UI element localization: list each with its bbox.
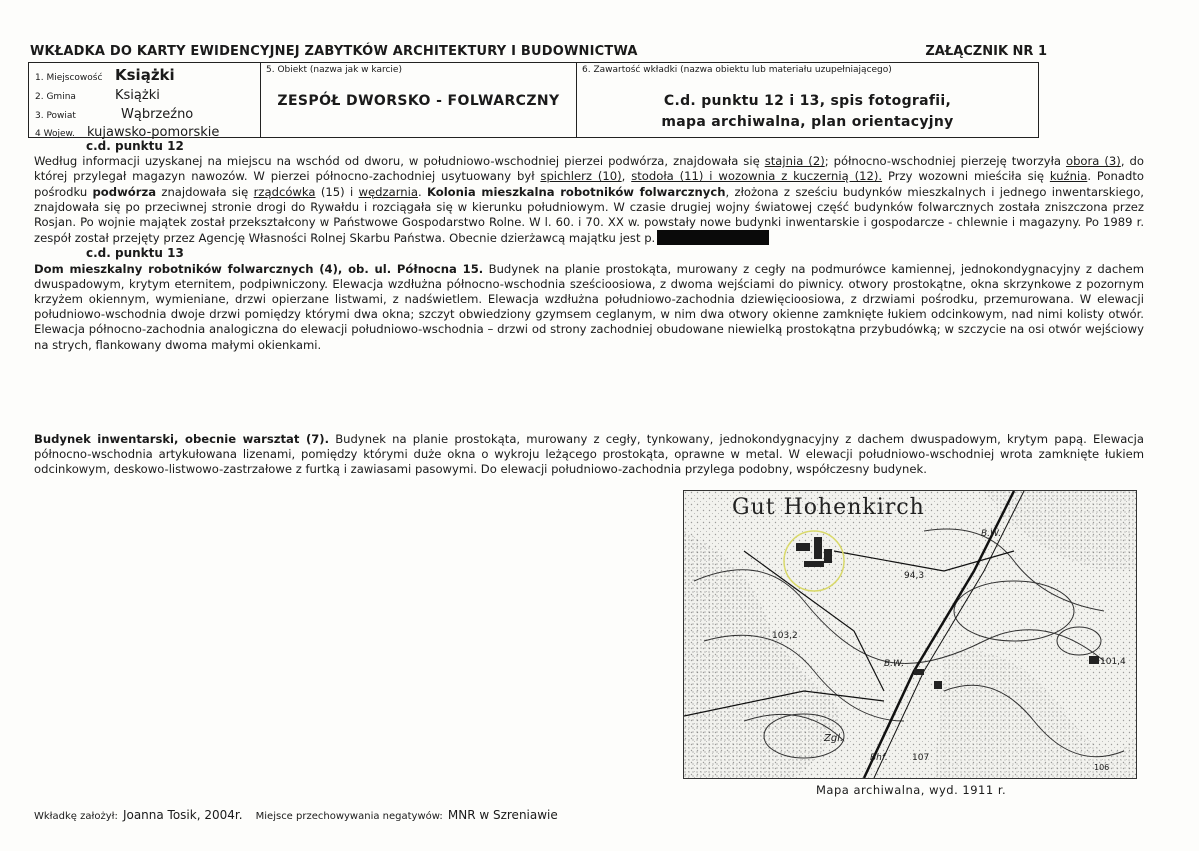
paragraph-livestock-building: [34, 432, 1144, 478]
livestock-text: [34, 432, 1144, 478]
author-value: Joanna Tosik, 2004r.: [122, 808, 243, 822]
map-label: 107: [912, 753, 930, 763]
text-span: , złożona z sześciu budynków mieszkalnych i jednego inwentarskiego, znajdowała się po przeciwnej stronie drogi do Rywałdu i rozciągała się w kierunku południowym. W czasie drugiej wojny światowej część budynków folwarcznych została zniszczona przez Rosjan. Po wojnie majątek został przekształcony w Państwowe Gospodarstwo Rolne. W l. 60. i 70. XX w. powstały nowe budynki inwentarskie i gospodarcze - chlewnie i magazyny. Po 1989 r. zespół został przejęty przez Agencję Własności Rolnej Skarbu Państwa. Obecnie dzierżawcą majątku jest p.: [34, 184, 1144, 246]
text-span: (15) i: [315, 184, 359, 199]
location-column: [29, 63, 261, 140]
document-title: WKŁADKA DO KARTY EWIDENCYJNEJ ZABYTKÓW ARCHITEKTURY I BUDOWNICTWA: [30, 44, 638, 59]
text-span: Przy wozowni mieściła się: [882, 169, 1050, 184]
voivodeship-value: kujawsko-pomorskie: [87, 125, 220, 140]
map-label: B.W.: [884, 659, 905, 669]
county-row: [35, 103, 193, 122]
storage-value: MNR w Szreniawie: [447, 808, 558, 822]
commune-label: 2. Gmina: [35, 92, 76, 102]
content-name: [577, 91, 1038, 133]
stable-ref: stajnia (2): [764, 154, 825, 169]
colony-bold: Kolonia mieszkalna robotników folwarcznych: [426, 184, 726, 199]
livestock-heading: Budynek inwentarski, obecnie warsztat (7).: [34, 432, 330, 446]
barn-ref: stodoła (11) i wozownia z kuczernią (12).: [631, 169, 883, 184]
commune-row: [35, 84, 160, 103]
map-drawing: [684, 491, 1136, 778]
content-line-1: C.d. punktu 12 i 13, spis fotografii,: [663, 93, 952, 109]
voivodeship-row: [35, 121, 219, 140]
courtyard-bold: podwórza: [92, 184, 157, 199]
map-label: 103,2: [772, 631, 798, 641]
commune-value: Książki: [115, 88, 160, 103]
voivodeship-label: 4 Wojew.: [35, 129, 75, 139]
house-heading: Dom mieszkalny robotników folwarcznych (4), ob. ul. Północna 15.: [34, 261, 484, 276]
locality-row: [35, 65, 175, 84]
map-title: Gut Hohenkirch: [732, 495, 925, 520]
paragraph-house: [34, 262, 1144, 353]
house-description: Budynek na planie prostokąta, murowany z cegły na podmurówce kamiennej, jednokondygnacyjny z dachem dwuspadowym, krytym eternitem, podpiwniczony. Elewacja wzdłużna północno-wschodnia sześcioosiowa, z dwoma wejściami do piwnicy. otwory prostokątne, okna skrzynkowe z pozornym krzyżem okiennym, wymieniane, drzwi opierzane listwami, z nadświetlem. Elewacja wzdłużna południowo-zachodnia dziewięcioosiowa, z drzwiami pośrodku, przemurowana. W elewacji południowo-wschodnia dwoje drzwi pomiędzy którymi dwa okna; szczyt obwiedziony gzymsem ceglanym, w nim dwa otwory okienne zamknięte łukiem odcinkowym, nad nimi kolisty otwór. Elewacja północno-zachodnia analogiczna do elewacji południowo-wschodnia – drzwi od strony zachodniej obudowane niewielką prostokątna przybudówką; w szczycie na osi otwór wejściowy na strych, flankowany dwoma małymi okienkami.: [34, 261, 1144, 352]
text-span: Według informacji uzyskanej na miejscu na wschód od dworu, w południowo-wschodniej pierzei podwórza, znajdowała się: [34, 154, 765, 169]
livestock-description: Budynek na planie prostokąta, murowany z cegły, tynkowany, jednokondygnacyjny z dachem dwuspadowym, krytym papą. Elewacja północno-wschodnia artykułowana lizenami, pomiędzy którymi duże okna o wykroju leżącego prostokąta, oprawne w metal. W elewacji południowo-wschodniej wrota zamknięte łukiem odcinkowym, deskowo-listwowo-zastrzałowe z furtką i zawiasami pasowymi. Do elewacji południowo-zachodnia przylega podobny, współczesny budynek.: [34, 432, 1144, 477]
map-label: Zgl.: [824, 733, 844, 744]
redaction-bar: [657, 230, 769, 245]
body-text: [34, 139, 1144, 353]
paragraph-12: [34, 154, 1144, 246]
cowshed-ref: obora (3): [1065, 154, 1121, 169]
archival-map: [683, 490, 1137, 779]
granary-ref: spichlerz (10): [540, 169, 622, 184]
section-13-heading: c.d. punktu 13: [86, 246, 184, 261]
text-span: ,: [621, 169, 632, 184]
map-label: 94,3: [904, 571, 925, 581]
map-label: B.W.: [981, 529, 1002, 539]
content-label: 6. Zawartość wkładki (nazwa obiektu lub materiału uzupełniającego): [582, 65, 892, 75]
text-span: , do której przylegał magazyn nawozów. W pierzei północno-zachodniej usytuowany był: [34, 154, 1144, 184]
storage-label: Miejsce przechowywania negatywów:: [255, 811, 443, 822]
footer: [34, 804, 558, 823]
content-line-2: mapa archiwalna, plan orientacyjny: [661, 114, 954, 130]
object-label: 5. Obiekt (nazwa jak w karcie): [266, 65, 402, 75]
text-span: znajdowała się: [156, 184, 254, 199]
locality-label: 1. Miejscowość: [35, 73, 103, 83]
text-span: .: [417, 184, 427, 199]
content-column: [577, 63, 1038, 137]
map-label: 101,4: [1100, 657, 1126, 667]
smokehouse-ref: wędzarnia: [358, 184, 418, 199]
text-span: ; północno-wschodniej pierzeję tworzyła: [824, 154, 1066, 169]
author-label: Wkładkę założył:: [34, 811, 118, 822]
section-12-heading: c.d. punktu 12: [86, 139, 184, 153]
county-value: Wąbrzeźno: [121, 107, 194, 122]
map-caption: Mapa archiwalna, wyd. 1911 r.: [816, 783, 1007, 797]
text-span: . Ponadto pośrodku: [34, 169, 1144, 199]
map-label: 106: [1094, 763, 1110, 772]
map-label: Bhf.: [870, 753, 888, 763]
smithy-ref: kuźnia: [1049, 169, 1088, 184]
annex-number: ZAŁĄCZNIK NR 1: [925, 44, 1047, 59]
locality-value: Książki: [115, 66, 175, 84]
header-table: [28, 62, 1039, 138]
object-name: ZESPÓŁ DWORSKO - FOLWARCZNY: [277, 93, 560, 109]
object-column: [261, 63, 577, 137]
county-label: 3. Powiat: [35, 111, 76, 121]
steward-house-ref: rządcówka: [253, 184, 316, 199]
